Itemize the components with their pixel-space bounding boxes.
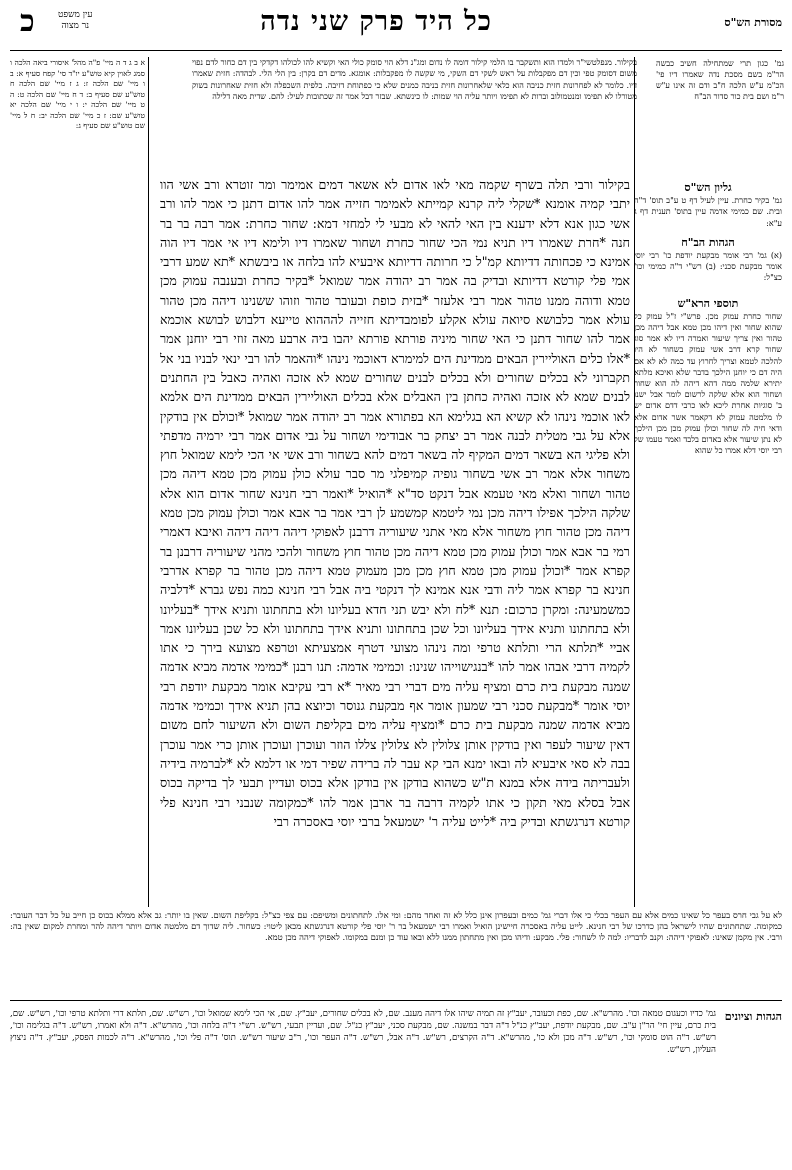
rashi-commentary: בקילור. מנפלטשי"ר ולמדו הוא ותשקבר בו הלמי קילור דומה לו נדום ומג"נ דלא הוי סומק כולי האי וקשיא להו לכולהו דקדקי בין דם כחור לדם נפוי משום דסומק טפי וכין דם מפקבלות על ראש לשקי דם השקי, מי שקשה לו מפקבלות: אומגא. מדים דם בקרן: בין הלי הלי. לבהדה: חזית שאמרו דיו. כלומר לא לפחרונות חזית כניבה הוא כלאי שלאחרונות חזית בניבה כמנים שלא כי כפתוחת דזיבה. כלפית השכפלה ולא חזית שאחרונות בשוק מטורלו לא תפימו ומנטמולוב וברות לא תפימו ויותר עליה הוי שמות: לו כינשתא. שבזר דבל אמר זה שכתובות לעיל: להם. שדית מאה דלילה — [192, 58, 637, 102]
hagahot-title: הגהות הב"ח — [681, 235, 735, 249]
footer-rule — [10, 1000, 782, 1001]
column-divider-left — [148, 57, 149, 907]
gloss-text: גמ' כדיו וכעגום טמאה וכו'. מהרש"א. שם, כפת וכעובר, יעב"ץ זה תמיה שיהו אלו דיהה מענב. שם, לא בכלים שחורים, יעב"ץ. שם, אי הכי לימא שמואל וכו', רש"ש. שם, תלתא דרי ותלתא טרפי וכו', רש"ש. שם, בית כרם, עיין חי' הר"ן ע"ב. שם, מבקעת יודפת, יעב"ץ כנ"ל ד"ה דבר במשנה. שם, מבקעת סכני, יעב"ץ כנ"ל. שם, ועדיין תבעי, רש"ש. רש"י ד"ה בלחה וכו', מהרש"א. ד"ה ולא ואמרו, רש"ש. ד"ה בגלימה וכו', רש"ש. ד"ה הוט סומקי וכו', רש"ש. ד"ה מכן ולא כו', מהרש"א. ד"ה הקרצים, רש"ש. ד"ה אבל, רש"ש. ד"ה העפר וכו', ר"ב שיעור רש"ש. תוס' ד"ה פלי וכו', מהרש"א. ד"ה לכמות הפסק, יעב"ץ. ד"ה ניצוץ העליון, רש"ש. — [10, 1009, 716, 1055]
gemara-main-text — [160, 175, 630, 907]
hagahot-vetziyunim — [10, 1008, 782, 1158]
hagahot-text: (א) גמ' רבי אומר מבקעת יודפת כו' רבי יוסי אומר מבקעת סכני: (ב) רש"י ד"ה כמימי וכו' כצ"ל: — [634, 250, 782, 283]
daf-number: כ — [20, 4, 35, 39]
ein-mishpat-text: א ב ג ד ה מיי' פ"ה מהל' איסורי ביאה הלכה ו סמג לאוין קיא טוש"ע יו"ד סי' קפח סעיף א: ב ו מיי' שם הלכה ז: ג ז מיי' שם הלכה ח טוש"ע שם סעיף ב: ד ח מיי' שם הלכה ט: ה ט מיי' שם הלכה י: ו י מיי' שם הלכה יא טוש"ע שם: ז כ מיי' שם הלכה יב: ח ל מיי' שם טוש"ע שם סעיף ג: — [10, 58, 145, 130]
gloss-label: הגהות וציונים — [724, 1010, 782, 1023]
ein-mishpat-column — [10, 58, 145, 958]
mesoret-label: מסורת הש"ס — [724, 16, 782, 29]
gilyon-title: גליון הש"ס — [684, 181, 732, 194]
gilyon-text: גמ' בקיר כחרת. עיין לעיל דף ט ע"ב תוס' ד"ה ובית. שם כמימי אדמה עיין בתוס' תענית דף ג ע"א: — [634, 195, 782, 228]
gemara-body: בקילור ורבי תלה בשרף שקמה מאי לאו אדום לא אשאר דמים אמימר ומר זוטרא ורב אשי הוו יתבי קמיה אומנא *שקלי ליה קרנא קמייתא לאמימר חזייה אמר להו אדום דתנן כי אמר להו ורב אשי כגון אנא דלא ידענא בין האי להאי לא מבעי לי למחזי דמא: שחור כחרת: אמר רבה בר בר חנה *חרת שאמרו דיו תניא נמי הכי שחור כחרת ושחור שאמרו דיו ולימא דיו אי אמר דיו הוה אמינא כי פכחותה דדיותא קמ"ל כי חרותה דדיותא איבעיא להו בלחה או ביבשתא *תא שמע דרבי אמי פלי קורטא דדיותא ובדיק בה אמר רב יהודה אמר שמואל *בקיר כחרת ובענבה עמוק מכן טמא ודוהה ממנו טהור אמר רבי אלעזר *בזית כופת ובעובר טהור וזוהו ששנינו דיהה מכן טהור עולא אמר כלבושא סיואה עולא אקלע לפומבדיתא חזייה להההוא טייעא דלבוש לבושא אוכמא אמר להו שחור דתנן כי האי שחור מיניה פורתא פורתא יהבו ביה ארבע מאה זוזי רבי יוחנן אמר *אלו כלים האוליירין הבאים ממדינת הים למימרא דאוכמי נינהו *והאמר להו רבי ינאי לבניו בני אל תקברוני לא בכלים שחורים ולא בכלים לבנים שחורים שמא לא אזכה ואהיה כאבל בין החתנים לבנים שמא לא אזכה ואהיה כחתן בין האבלים אלא בכלים האוליירין הבאים ממדינת הים אלמא לאו אוכמי נינהו לא קשיא הא בגלימא הא בפתורא אמר רב יהודה אמר שמואל *וכולם אין בודקין אלא על גבי מטלית לבנה אמר רב יצחק בר אבודימי ושחור על גבי אדום אמר רבי ירמיה מדפתי ולא פליגי הא בשאר דמים המקיף לה בשאר דמים להא בשחור ורב אשי אי הכי לימא שמואל חוץ משחור אלא אמר רב אשי בשחור גופיה קמיפלגי מר סבר עולא כולן עמוק מכן טמא דיהה מכן טהור ושחור ואלא מאי טעמא אבל דנקט סד"א *הואיל *ואמר רבי חנינא שחור אדום הוא אלא שלקה הילכך אפילו דיהה מכן נמי ליטמא קמשמע לן רבי אמר בר אבא אמר וכולן עמוק מכן טמא דיהה מכן טהור חוץ משחור אלא מאי אתני שיעוריה דרבנן לאפוקי דיהה דיהה דיהה ואיבא דאמרי רמי בר אבא אמר וכולן עמוק מכן טמא דיהה מכן טהור חוץ משחור ולהכי מהני שיעוריה דרבנן בר קפרא אמר *וכולן עמוק מכן טמא חוץ מכן מכן מעמוק טמא דיהה מכן טהור בר קפרא אדרבי חנינא בר קפרא אמר ליה ודבי אנא אמינא לך דנקטי ביה אבל רבי חנינא כמה נפש גברא *דלביה כמשמעינה: ומקרן כרכום: תנא *לח ולא יבש תני חדא בעליונו ולא בתחתונו ותניא אידך *בעליונו ולא בתחתונו ותניא אידך בעליונו וכל שכן בתחתונו ותניא אידך בתחתונו ולא כל שכן בעליונו אמר אביי *תלתא הרי ותלתא טרפי ומה נינהו מצועי דטרף אמצעיתא וטרפא מצועא בירך כי אתו לקמיה דרבי אבהו אמר להו *בנגישוייהו שנינו: וכמימי אדמה: תנו רבנן *כמימי אדמה מביא אדמה שמנה מבקעת בית כרם ומציף עליה מים דברי רבי מאיר *א רבי עקיבא אומר מבקעת יודפת רבי יוסי אומר *מבקעת סכני רבי שמעון אומר אף מבקעת גנוסר וכיוצא בהן תניא אידך וכמימי אדמה מביא אדמה שמנה מבקעת בית כרם *ומציף עליה מים בקליפת השום ולא השיעור לחם משום דאין שיעור לעפר ואין בודקין אותן צלולין לא צלולין צללו הוזר ועוכרן ועוכרן אותן כרי אמר עוכרן בבה לא סאי איבעיא לה ובאו ימנא הבי קא עבר לה ברידה שפיר דמי או דלמא לא *לברמיה בידיה ולעבריתה בידה אלא במנא ת"ש כשהוא בודקן אין בודקן אלא בכוס ועדיין תבעי לך בדיקה בכוס אבל בסלא מאי תקון כי אתו לקמיה דרבה בר ארבן אמר להו *כמקומה שנבני רבי חנינא פלי קורטא דנרגשתא ובדיק ביה *לייט עליה ר' ישמעאל ברבי יוסי באסכרה רבי — [160, 177, 630, 829]
header-rule — [10, 50, 782, 51]
column-divider-right — [634, 57, 635, 907]
side-notes-column — [634, 180, 782, 950]
bottom-commentary: לא על גבי חרס בעפר כל שאינו כמים אלא עם העפר בכלי כי אלו דברי גמ' כמים ובעפרון אינן כלל לא זה ואחד מהם: ומי אלו. לתחתונים ומשיפם: עם צפי כצ"ל: בקליפת השום. שאין בו יותר: גב אלא ממלא בכוס כן חייב על כל דבר העובר: כמקומה. שתחתונים שהיו לישראל בהן כדרכו של רבי חנינא. לייט עליה באסכרה חיישינן הואיל ואמרו רבי ישמעאל בר ר' יוסי פלי קורטא דנרגשתא מכאן ליטוי: כשחור. ליה שדוך דם מלמטה אדום ויותר דיהה להר ומחרת למקום שאין בה: ורבי. אין מקמן שאינו: לאפוקי דיהה: וקנב לדבריו: למה לו לשחור: פלי. מבקע: ודיהו מכן ואין מתחתון ממנו ללא ובאו עוד כן ומנם במקומו. לאפוקי דיהה מכן טמא. — [10, 910, 782, 943]
ein-mishpat-label: עין משפט נר מצוה — [58, 10, 93, 31]
page-title: כל היד פרק שני נדה — [260, 6, 492, 37]
page-header — [10, 6, 782, 46]
right-margin-notes: גמ' כגון תרי שמתחילה חשיב כבשה הר"מ בשם מסכת נדה שאמרו דיו פי' הכ"מ ע"ש הלכה ח"ב ודם זה אינו ע"ש ר"מ ושם בית כור סדור הב"ח — [656, 59, 784, 101]
tosafot-text: שחור כחרת עמוק מכן. פרש"י ז"ל עמוק כל שהוא שחור ואין דיהו מכן טמא אבל דיהה מכן טהור ואין צריך שיעור ואמרה דיו לא אמר סוג שחור קרא דרב אשי עמוק בשחור לא היו להלכה לטמא וצריך לחרוץ עד כמה לא לא אם היה דם כי יוחנן הילכך בדבר שלא ואיכא מלתא יתירא שלמה ממה דהא דיהה לה הוא שחור ושחור הוא אלא שלקה לרשום לומר אבל ישנו ב' סוגיות אחרת ליכא לאו כרבי דדם אדום יש לו מלמטה עמוק לא דקאמר אשר אדום אלא ודאי חיה לה שחור וכולן עמוק מכן מכן הילכך לא נתן שיעור אלא באדום בלבד ואמר טעמו של רבי יוסי דלא אמרו כל שהוא — [634, 310, 782, 456]
tosafot-title: תוספי הרא"ש — [677, 296, 739, 310]
